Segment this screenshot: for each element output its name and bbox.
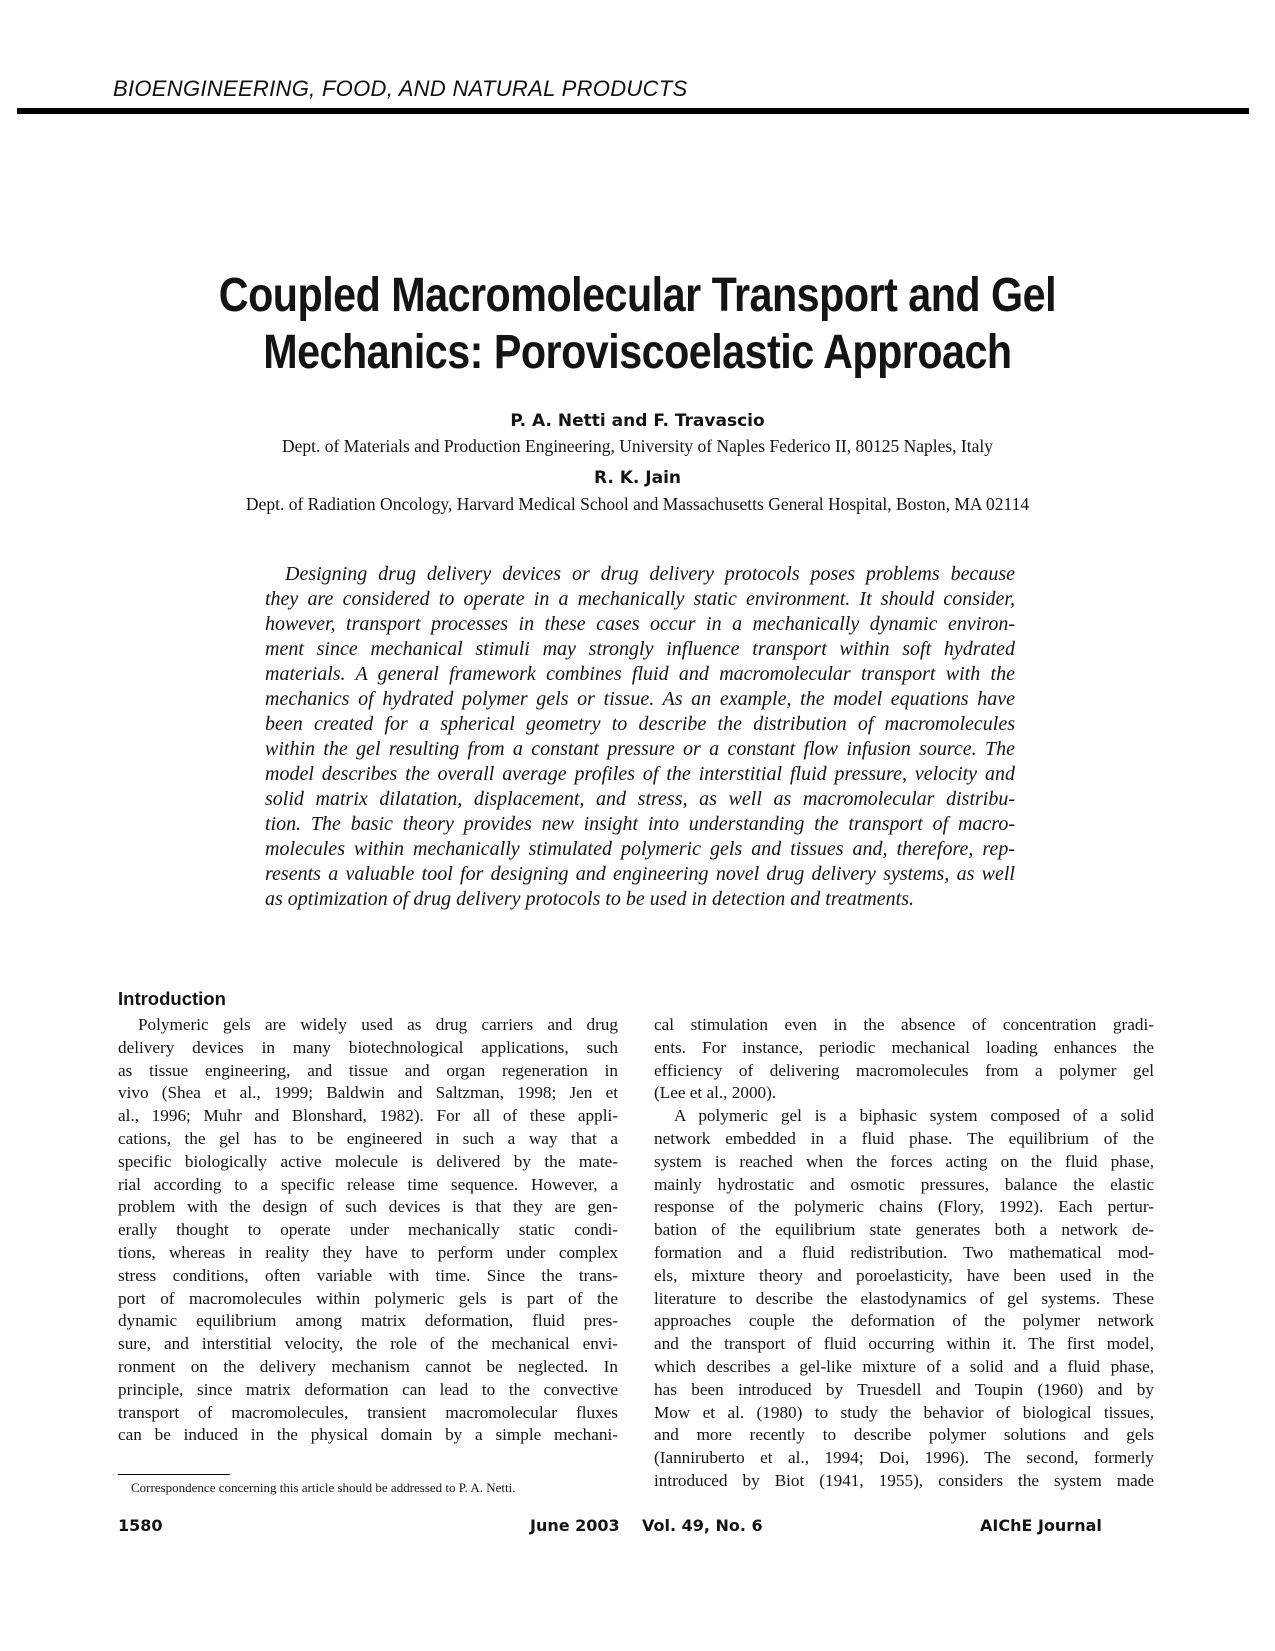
body-column-left bbox=[118, 1014, 618, 1447]
body-line: vivo (Shea et al., 1999; Baldwin and Saltzman, 1998; Jen et bbox=[118, 1083, 618, 1103]
body-line: has been introduced by Truesdell and Toupin (1960) and by bbox=[654, 1379, 1154, 1399]
abstract-line: resents a valuable tool for designing and engineering novel drug delivery systems, as well bbox=[265, 863, 1015, 885]
abstract-line: mechanics of hydrated polymer gels or tissue. As an example, the model equations have bbox=[265, 688, 1015, 710]
footnote-rule bbox=[118, 1474, 230, 1475]
abstract-line: ment since mechanical stimuli may strongly influence transport within soft hydrated bbox=[265, 638, 1015, 660]
body-line: Mow et al. (1980) to study the behavior of biological tissues, bbox=[654, 1402, 1154, 1422]
body-line: bation of the equilibrium state generates both a network de- bbox=[654, 1220, 1154, 1240]
body-line: ronment on the delivery mechanism cannot be neglected. In bbox=[118, 1356, 618, 1376]
body-line: (Ianniruberto et al., 1994; Doi, 1996). The second, formerly bbox=[654, 1448, 1154, 1468]
body-line: and the transport of fluid occurring within it. The first model, bbox=[654, 1334, 1154, 1354]
abstract-line: within the gel resulting from a constant pressure or a constant flow infusion source. The bbox=[265, 738, 1015, 760]
journal-name: AIChE Journal bbox=[980, 1516, 1102, 1535]
body-line: network embedded in a fluid phase. The equilibrium of the bbox=[654, 1128, 1154, 1148]
abstract bbox=[265, 562, 1015, 912]
title-line-1: Coupled Macromolecular Transport and Gel bbox=[218, 269, 1057, 322]
abstract-line: as optimization of drug delivery protocols to be used in detection and treatments. bbox=[265, 888, 914, 910]
body-line: al., 1996; Muhr and Blonshard, 1982). For all of these appli- bbox=[118, 1106, 618, 1126]
body-line: dynamic equilibrium among matrix deformation, fluid pres- bbox=[118, 1311, 618, 1331]
body-line: rial according to a specific release time sequence. However, a bbox=[118, 1174, 618, 1194]
body-line: port of macromolecules within polymeric gels is part of the bbox=[118, 1288, 618, 1308]
body-line: can be induced in the physical domain by a simple mechani- bbox=[118, 1425, 618, 1445]
abstract-line: they are considered to operate in a mechanically static environment. It should consider, bbox=[265, 588, 1015, 610]
body-line: Polymeric gels are widely used as drug carriers and drug bbox=[138, 1015, 618, 1034]
body-line: approaches couple the deformation of the polymer network bbox=[654, 1311, 1154, 1331]
section-heading-introduction: Introduction bbox=[118, 988, 226, 1009]
abstract-line: tion. The basic theory provides new insight into understanding the transport of macro- bbox=[265, 813, 1015, 835]
body-line: A polymeric gel is a biphasic system composed of a solid bbox=[674, 1106, 1154, 1126]
body-line: response of the polymeric chains (Flory, 1992). Each pertur- bbox=[654, 1197, 1154, 1217]
body-line: transport of macromolecules, transient macromolecular fluxes bbox=[118, 1402, 618, 1422]
abstract-line: however, transport processes in these cases occur in a mechanically dynamic environ- bbox=[265, 613, 1015, 635]
body-line: cal stimulation even in the absence of concentration gradi- bbox=[654, 1015, 1154, 1034]
abstract-line: Designing drug delivery devices or drug delivery protocols poses problems because bbox=[285, 563, 1015, 585]
body-line: principle, since matrix deformation can lead to the convective bbox=[118, 1379, 618, 1399]
body-line: erally thought to operate under mechanically static condi- bbox=[118, 1220, 618, 1240]
body-line: sure, and interstitial velocity, the role of the mechanical envi- bbox=[118, 1334, 618, 1354]
body-line: introduced by Biot (1941, 1955), considers the system made bbox=[654, 1470, 1154, 1490]
authors-line-1: P. A. Netti and F. Travascio bbox=[510, 411, 765, 431]
body-line: formation and a fluid redistribution. Two mathematical mod- bbox=[654, 1242, 1154, 1262]
authors-line-2: R. K. Jain bbox=[593, 468, 682, 488]
body-line: system is reached when the forces acting on the fluid phase, bbox=[654, 1151, 1154, 1171]
body-line: problem with the design of such devices is that they are gen- bbox=[118, 1197, 618, 1217]
body-line: efficiency of delivering macromolecules from a polymer gel bbox=[654, 1060, 1154, 1080]
body-line: literature to describe the elastodynamics of gel systems. These bbox=[654, 1288, 1154, 1308]
affiliation-2: Dept. of Radiation Oncology, Harvard Medical School and Massachusetts General Hospital, Boston, MA 02114 bbox=[245, 494, 1030, 514]
title-line-2: Mechanics: Poroviscoelastic Approach bbox=[263, 326, 1012, 379]
issue-info: June 2003 Vol. 49, No. 6 bbox=[530, 1516, 763, 1535]
body-line: cations, the gel has to be engineered in such a way that a bbox=[118, 1128, 618, 1148]
body-line: and more recently to describe polymer solutions and gels bbox=[654, 1425, 1154, 1445]
body-column-right bbox=[654, 1014, 1154, 1493]
body-line: as tissue engineering, and tissue and organ regeneration in bbox=[118, 1060, 618, 1080]
section-tag: BIOENGINEERING, FOOD, AND NATURAL PRODUCTS bbox=[113, 76, 688, 101]
article-title bbox=[89, 267, 1186, 381]
affiliation-1: Dept. of Materials and Production Engineering, University of Naples Federico II, 80125 Naples, Italy bbox=[282, 436, 993, 456]
abstract-line: materials. A general framework combines fluid and macromolecular transport with the bbox=[265, 663, 1015, 685]
header-rule bbox=[17, 108, 1249, 114]
body-line: which describes a gel-like mixture of a solid and a fluid phase, bbox=[654, 1356, 1154, 1376]
body-line: delivery devices in many biotechnological applications, such bbox=[118, 1037, 618, 1057]
abstract-line: been created for a spherical geometry to describe the distribution of macromolecules bbox=[265, 713, 1015, 735]
body-line: mainly hydrostatic and osmotic pressures, balance the elastic bbox=[654, 1174, 1154, 1194]
body-line: stress conditions, often variable with time. Since the trans- bbox=[118, 1265, 618, 1285]
abstract-line: molecules within mechanically stimulated polymeric gels and tissues and, therefore, rep- bbox=[265, 838, 1015, 860]
body-line: els, mixture theory and poroelasticity, have been used in the bbox=[654, 1265, 1154, 1285]
body-line: (Lee et al., 2000). bbox=[654, 1083, 777, 1103]
body-line: specific biologically active molecule is delivered by the mate- bbox=[118, 1151, 618, 1171]
abstract-line: solid matrix dilatation, displacement, and stress, as well as macromolecular distribu- bbox=[265, 788, 1015, 810]
footnote: Correspondence concerning this article should be addressed to P. A. Netti. bbox=[131, 1480, 516, 1495]
abstract-line: model describes the overall average profiles of the interstitial fluid pressure, velocity and bbox=[265, 763, 1015, 785]
page-number: 1580 bbox=[118, 1516, 163, 1535]
body-line: tions, whereas in reality they have to perform under complex bbox=[118, 1242, 618, 1262]
body-line: ents. For instance, periodic mechanical loading enhances the bbox=[654, 1037, 1154, 1057]
